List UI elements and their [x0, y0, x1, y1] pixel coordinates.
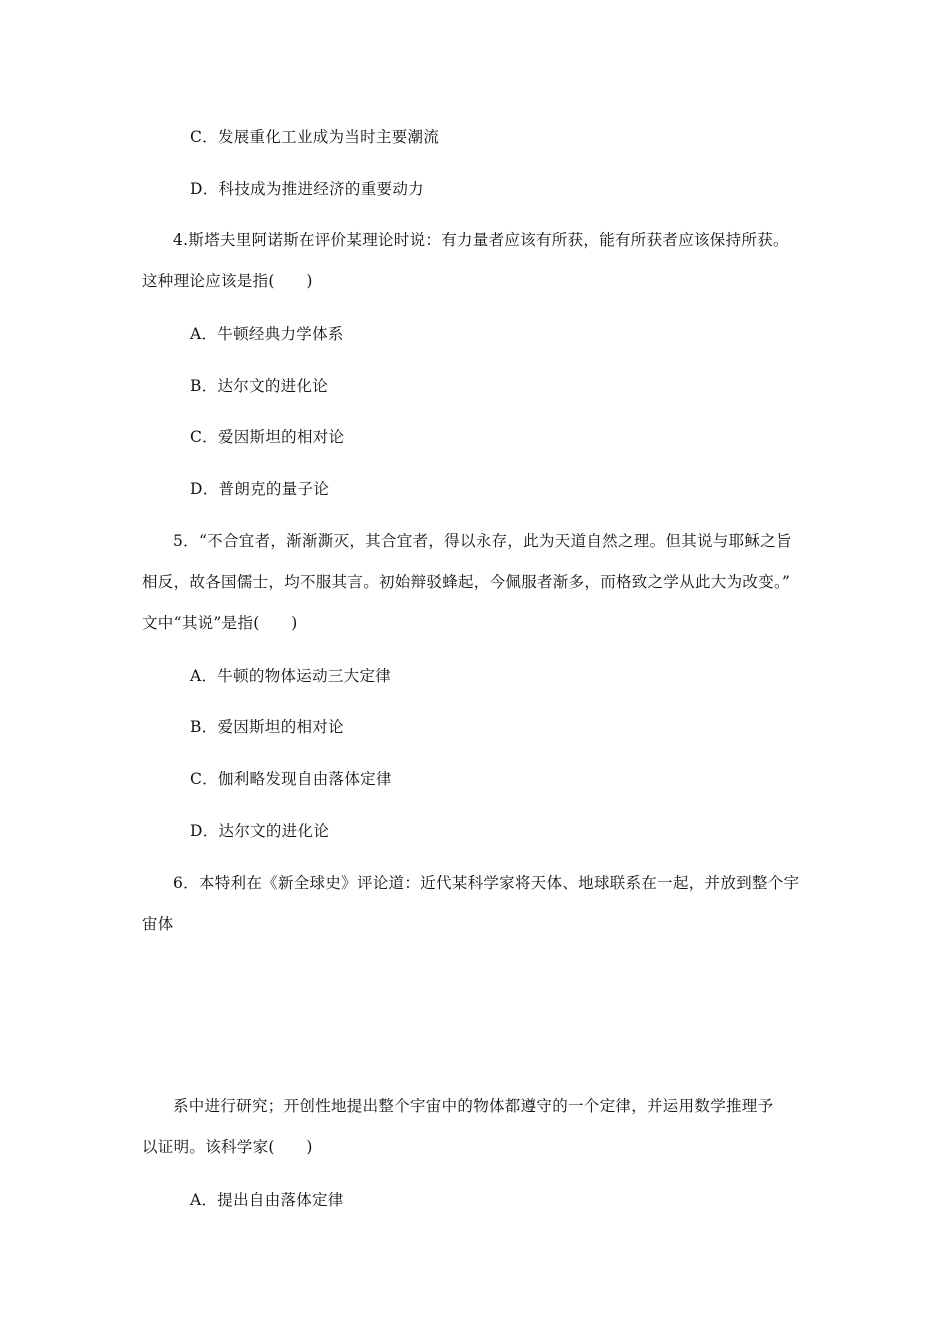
q4-option-c: C．爱因斯坦的相对论 — [190, 428, 345, 446]
q4-option-b: B．达尔文的进化论 — [190, 377, 329, 395]
q5-option-a: A．牛顿的物体运动三大定律 — [190, 667, 392, 685]
q6-stem-line2: 宙体 — [142, 915, 174, 933]
q6-stem-line3: 系中进行研究；开创性地提出整个宇宙中的物体都遵守的一个定律，并运用数学推理予 — [173, 1097, 774, 1115]
q5-option-c: C．伽利略发现自由落体定律 — [190, 770, 392, 788]
q6-option-a: A．提出自由落体定律 — [190, 1191, 344, 1209]
q3-option-c: C．发展重化工业成为当时主要潮流 — [190, 128, 440, 146]
q3-option-d: D．科技成为推进经济的重要动力 — [190, 180, 424, 198]
q6-stem-line1: 6．本特利在《新全球史》评论道：近代某科学家将天体、地球联系在一起，并放到整个宇 — [173, 874, 800, 892]
q5-option-d: D．达尔文的进化论 — [190, 822, 330, 840]
q4-option-a: A．牛顿经典力学体系 — [190, 325, 344, 343]
q6-stem-line4: 以证明。该科学家( ) — [142, 1138, 313, 1156]
q4-option-d: D．普朗克的量子论 — [190, 480, 330, 498]
q4-stem-line1: 4.斯塔夫里阿诺斯在评价某理论时说：有力量者应该有所获，能有所获者应该保持所获。 — [173, 231, 789, 249]
q5-option-b: B．爱因斯坦的相对论 — [190, 718, 344, 736]
q5-stem-line1: 5．“不合宜者，渐渐澌灭，其合宜者，得以永存，此为天道自然之理。但其说与耶稣之旨 — [173, 532, 792, 550]
q4-stem-line2: 这种理论应该是指( ) — [142, 272, 313, 290]
q5-stem-line3: 文中“其说”是指( ) — [142, 614, 298, 632]
q5-stem-line2: 相反，故各国儒士，均不服其言。初始辩驳蜂起，今佩服者渐多，而格致之学从此大为改变。” — [142, 573, 791, 591]
